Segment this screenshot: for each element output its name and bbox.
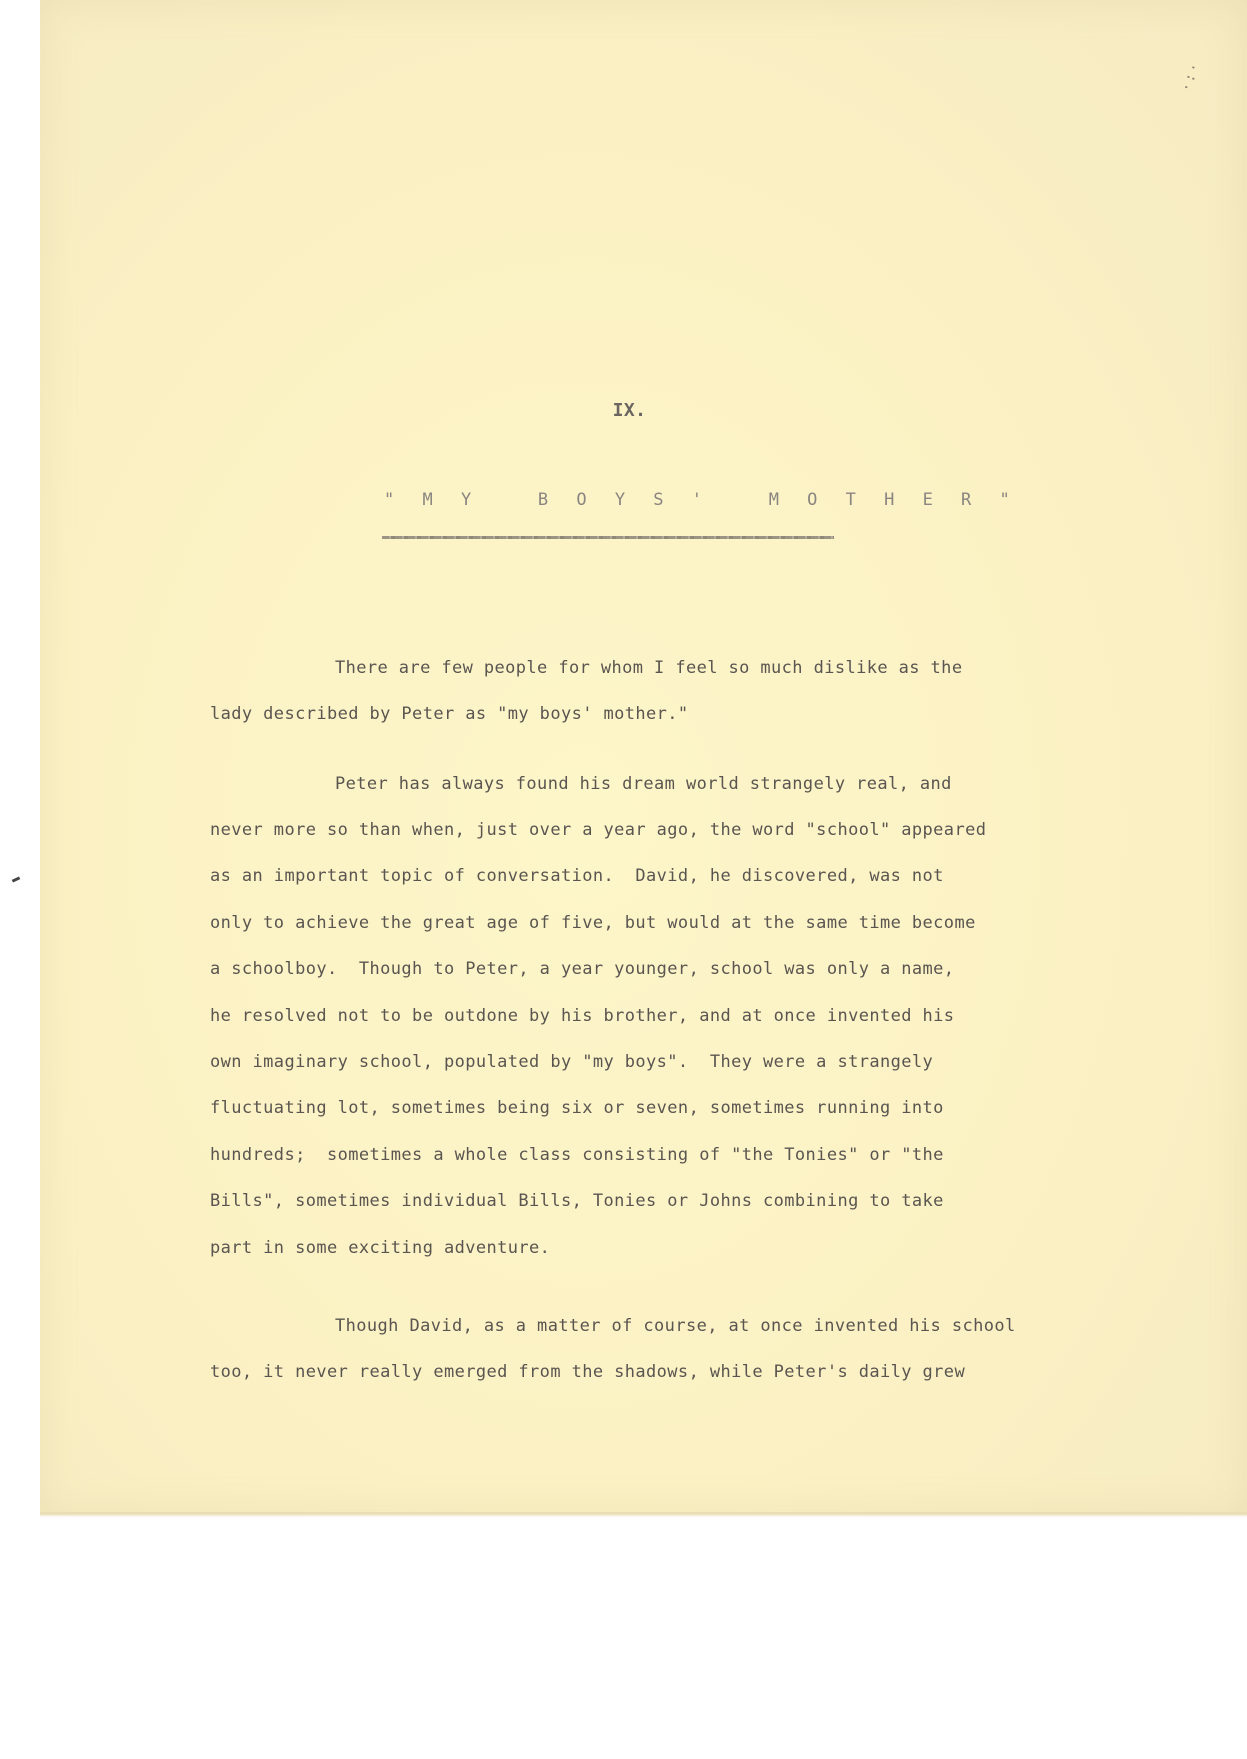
paragraph-2-line-8: fluctuating lot, sometimes being six or seven, sometimes running into <box>210 1098 944 1118</box>
paragraph-1-line-1: There are few people for whom I feel so much dislike as the <box>335 658 963 678</box>
paragraph-2-line-3: as an important topic of conversation. David, he discovered, was not <box>210 866 944 886</box>
paragraph-2-line-5: a schoolboy. Though to Peter, a year younger, school was only a name, <box>210 959 955 979</box>
paragraph-2-line-6: he resolved not to be outdone by his brother, and at once invented his <box>210 1006 955 1026</box>
chapter-title: " M Y B O Y S ' M O T H E R " <box>384 490 1019 510</box>
paragraph-2-line-11: part in some exciting adventure. <box>210 1238 551 1258</box>
paragraph-3-line-1: Though David, as a matter of course, at once invented his school <box>335 1316 1016 1336</box>
paper-bottom-edge <box>40 1512 1247 1518</box>
paragraph-3-line-2: too, it never really emerged from the shadows, while Peter's daily grew <box>210 1362 966 1382</box>
paragraph-2-line-1: Peter has always found his dream world strangely real, and <box>335 774 952 794</box>
paragraph-1-line-2: lady described by Peter as "my boys' mother." <box>210 704 689 724</box>
paragraph-2-line-2: never more so than when, just over a year ago, the word "school" appeared <box>210 820 987 840</box>
paragraph-2-line-9: hundreds; sometimes a whole class consisting of "the Tonies" or "the <box>210 1145 944 1165</box>
chapter-number: IX. <box>612 400 647 421</box>
paragraph-2-line-10: Bills", sometimes individual Bills, Tonies or Johns combining to take <box>210 1191 944 1211</box>
paragraph-2-line-4: only to achieve the great age of five, but would at the same time become <box>210 913 976 933</box>
title-underline <box>382 536 834 539</box>
paper-sheet <box>40 0 1247 1515</box>
margin-mark <box>12 876 21 882</box>
paper-edge-mark: ·:· <box>1178 59 1204 95</box>
paragraph-2-line-7: own imaginary school, populated by "my boys". They were a strangely <box>210 1052 934 1072</box>
